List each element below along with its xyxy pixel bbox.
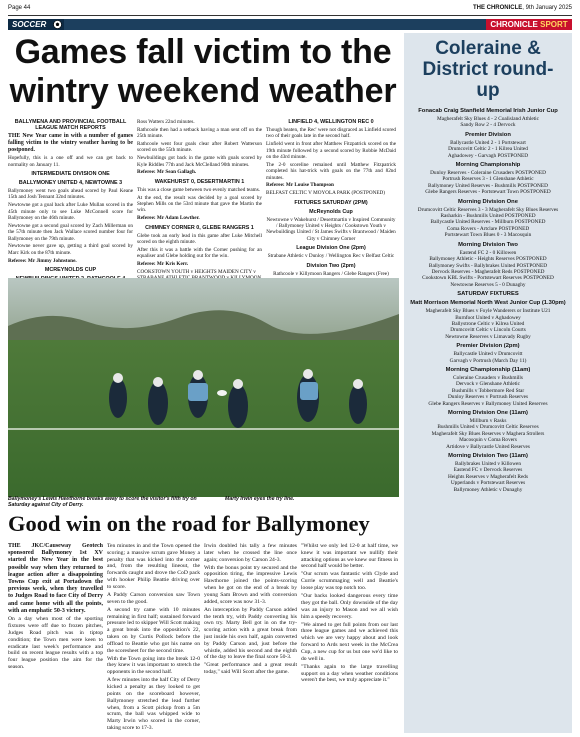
m3-p1: This was a close game between two evenly matched teams. [137,186,261,193]
m3-p2: At the end, the result was decided by a goal scored by Stephen Mills on the 53rd minute that gave the Martin the win. [137,194,262,214]
sidebar-block-heading: Premier Division (2pm) [456,343,520,350]
heading-match1: BALLYMONEY UNITED 4, NEWTOWNE 3 [18,179,123,186]
sidebar-result-line: Ballymoney Athletic - Heights Reserves POSTPONED [429,256,547,263]
page-header [8,5,572,15]
secondary-headline: Good win on the road for Ballymoney [8,511,370,536]
heading-match3: WAKEHURST 0, DESERTMARTIN 1 [154,178,245,185]
m5-p1: Though beaten, the Rec' were not disgraced as Linfield scored two of their goals late in the second half. [266,127,396,140]
section-bar [8,19,572,30]
sidebar-result-line: Artidove v Ballycastle United Reserves [446,443,530,450]
masthead [473,5,572,11]
m5-p3: The 2-0 scoreline remained until Matthew Fitzpatrick completed his hat-trick with goals on the 77th and 82nd minutes. [266,161,396,181]
roundup-sidebar [404,33,572,733]
sidebar-result-line: Burnfoot United v Aghadowey [455,314,521,321]
sidebar-block-heading: Morning Championship (11am) [445,366,531,373]
heading-match4: CHIMNEY CORNER 0, GLEBE RANGERS 1 [145,224,254,231]
sidebar-block-heading: Matt Morrison Memorial North West Junior Cup (1.30pm) [410,300,566,307]
sidebar-result-line: Dervock v Glenshane Athletic [456,381,520,388]
sidebar-block-heading: Premier Division [465,131,511,138]
sidebar-result-line: Ballystrone Celtic v Kilrea United [451,320,525,327]
article2-p11: "Whilst we only led 12-0 at half time, we knew it was important we nullify their attacking options as we knew our fitness in second half would be better. [301,543,398,570]
article2-p10: "Great performance and a great result today," said Will Scott after the game. [204,662,297,676]
sidebar-result-line: Garvagh v Portrush (March Day 11) [449,357,527,364]
sidebar-result-line: Bushmills United v Drumcovitt Celtic Reserves [437,424,539,431]
fix-mcreynolds-list: Newtowne v Wakehurst / Desertmartin v Inspired Community / Ballymoney United v Heights / Cookstown Youth v Newbuildings United / St James Swifts v Brantwood / Maiden City v Chimney Corner [266,216,396,242]
sidebar-result-line: Upperlands v Portstewart Reserves [450,480,526,487]
sidebar-block-heading: Morning Championship [455,162,521,169]
heading-intermediate: INTERMEDIATE DIVISION ONE [31,170,110,177]
sidebar-result-line: Portrush Reserves 3 - 1 Glenshane Athletic [442,176,534,183]
heading-fixtures: FIXTURES SATURDAY (2PM) [294,199,368,206]
chronicle-sport-tag [486,19,572,30]
sidebar-result-line: Ballybrakes United v Killowen [454,461,522,468]
article2-p4: A second try came with 10 minutes remaining in first half; sustained forward pressure led to skipper Will Scott making a great break into the opposition's 22, taken on by Curtis Pollock before the offload to Beattie who got his name on the scoresheet for the second time. [107,606,200,654]
sidebar-result-line: Glebe Rangers Reserves - Portstewart Town POSTPONED [425,189,551,196]
sport-label: SPORT [540,20,568,29]
article2-p14: "We aimed to get full points from our last three league games and we achieved this which we are very happy about and look forward to Ards next week in the McCrea Cup, a new cup for us but one we'd like to do well in. [301,621,398,662]
heading-fix-league1: League Division One (2pm) [296,245,366,252]
sidebar-result-line: Dunloy Reserves v Portrush Reserves [447,394,529,401]
m1-p4: Newtowne never gave up, getting a third goal scored by Marc Kirk on the 87th minute. [8,243,133,256]
m5-referee: Referee: Mr Louise Thompson [266,182,334,189]
sidebar-result-line: Ballymoney Swifts - Ballybrakes United POSTPONED [428,262,548,269]
article2-p12: "Our scrum was fantastic with Clyde and Currie scrummaging well and Beattie's loose play was top notch too. [301,571,398,592]
sidebar-result-line: Magherafelt Sky Blues 4 - 2 Coalisland Athletic [437,116,539,122]
article1-lead: THE New Year came in with a number of games falling victim to the wintry weather having to be postponed. [8,133,133,153]
sidebar-result-line: Dunloy Reserves - Coleraine Crusaders POSTPONED [430,170,546,177]
m5-fixture: BELFAST CELTIC V MOYOLA PARK (POSTPONED) [266,190,385,197]
sidebar-result-line: Newtowne Reserves 5 - 0 Dunaghy [450,281,526,288]
m1-p1: Ballymoney went two goals ahead scored by Paul Keane 15th and Josh Tennant 32nd minutes. [8,187,133,201]
article2-lead: THE JKC/Causeway Geotech sponsored Ballymoney 1st XV started the New Year in the best possible way when they returned to league action after a disappointing Towns Cup exit at Portadown the previous week, when they travelled to Judges Road to face City of Derry and came home with all the points, with an emphatic 50-3 victory. [8,543,103,614]
sidebar-result-line: Portstewart Town Blues 0 - 3 Macosquin [444,232,532,239]
sidebar-result-line: Millburn v Rasks [469,418,507,424]
sidebar-result-line: Macosquin v Coma Rovers [459,437,517,444]
fix-league1-list: Strabane Athletic v Dunloy / Wellington Rec v Belfast Celtic [267,253,395,260]
article1-p1: Hopefully, this is a one off and we can get back to normality on January 11. [8,155,133,168]
sidebar-result-line: Heights Reserves v Magherafelt Reds [447,473,529,480]
sidebar-result-line: Magherafelt Sky Blues v Foyle Wanderers or Institute U21 [425,308,551,315]
sidebar-block-heading: Morning Division One [458,198,518,205]
sidebar-result-line: Ballycastle United Reserves - Millburn POSTPONED [430,219,546,226]
sidebar-result-line: Eastend FC 2 - 0 Killowen [459,249,517,256]
sidebar-result-line: Eastend FC v Dervock Reserves [453,467,523,474]
article2-p13: "Our backs looked dangerous every time they got the ball. Only downside of the day was an injury to Mason and we all wish him a speedy recovery. [301,593,398,620]
sidebar-result-line: Aghadowey - Garvagh POSTPONED [447,152,529,159]
m5-p2: Linfield went in front after Matthew Fitzpatrick scored on the 19th minute followed by a second scored by Robbie McDaid on the 43rd minute. [266,141,396,161]
sidebar-result-line: Drumcovitt Celtic 2 - 1 Kilrea United [448,146,528,153]
article2-col4 [301,543,398,733]
sidebar-result-line: Sandy Row 2 - 4 Dervock [460,122,516,129]
m2-p5: Newbuildings got back in the game with goals scored by Kyle Riddles 77th and Jack McClelland 90th minutes. [137,155,262,168]
m2-p3: Rathcoole then had a setback having a man sent off on the 25th minute. [137,126,262,140]
article2-p7: Irwin doubled his tally a few minutes later when he crossed the line once again; conversion by Carson 24-3. [204,543,297,563]
header-rule [8,15,572,16]
article2-p9: An interception by Paddy Carson added the tenth try, with Paddy converting his own try. Marty Bell got in on the try-scoring action with a great break from just inside his own half, again converted by Paddy Carson and, just before the whistle, added his second and the eighth of the day to leave the final score 50-3. [204,606,297,661]
heading-match5: LINFIELD 4, WELLINGTON REC 0 [288,119,374,125]
m4-p2: After this it was a battle with the Corner pushing for an equaliser and Glebe holding out for the win. [137,246,262,260]
m1-p3: Newtowne got a second goal scored by Zach Millerman on the 57th minute then Jack Wallace scored number four for Ballymoney on the 79th minute. [8,222,133,242]
photo1-caption: Ballymoney's Lewis Hawthorne breaks away to score the visitor's fifth try on Saturday against City of Derry. [8,496,197,509]
m2-p4: Rathcoole went four goals clear after Robert Watterson scored on the 55th minute. [137,141,262,154]
page-number: Page 44 [8,5,31,11]
sidebar-result-line: Glebe Rangers Reserves v Ballymoney United Reserves [428,400,548,407]
heading-fix-mcreynolds: McReynolds Cup [309,208,353,215]
sidebar-result-line: Coleraine Crusaders v Bushmills [453,374,523,381]
article2-p2: Ten minutes in and the Town opened the scoring; a massive scrum gave Money a penalty that was kicked into the corner and, from the resulting lineout, the forwards caught and drove the CoD pack with hooker Philip Beattie driving over to score. [107,543,200,590]
article2-p15: "Thanks again to the large travelling support on a day when weather conditions weren't the best, we truly appreciate it." [301,663,398,684]
article2-p5: With the Town going into the break 12-0 they knew it was important to stretch the opponents in the second half. [107,655,200,676]
sidebar-result-line: Ballycastle United 2 - 1 Portstewart [450,139,526,146]
main-headline: Games fall victim to the wintry weekend weather [9,33,397,110]
article2-p8: With the bonus point try secured and the opposition tiring, the impressive Lewis Hawthorne joined the points-scoring when he got on the end of a break by young Sam Brown and with conversion added, score was now 31-3. [204,564,297,605]
rugby-photo-main [8,278,399,497]
sidebar-result-line: Bushmills v Tobbermore Red Star [451,387,525,394]
sidebar-results [404,108,572,493]
sidebar-block-heading: Morning Division Two [458,241,518,248]
sidebar-block-heading: Morning Division One (11am) [448,410,528,416]
article2-col2 [107,543,200,733]
sidebar-result-line: Magherafelt Sky Blues Reserves v Maghera Strollers [431,430,545,437]
sidebar-result-line: Ballymoney United Reserves - Bushmills POSTPONED [428,182,548,189]
sidebar-title: Coleraine & District round-up [422,38,554,101]
sidebar-block-heading: SATURDAY FIXTURES [457,291,519,298]
sidebar-result-line: Drumcovitt Celtic v Lincoln Courts [450,327,526,334]
sidebar-result-line: Ballycastle United v Drumcovitt [453,351,523,358]
sidebar-block-heading: Morning Division Two (11am) [448,453,528,460]
soccer-label: SOCCER [12,20,47,29]
article1-kicker: BALLYMENA AND PROVINCIAL FOOTBALL LEAGUE MATCH REPORTS [14,119,127,131]
heading-fix-div2: Division Two (2pm) [306,262,356,269]
sidebar-result-line: Newtowne Reserves v Limavady Rugby [445,333,531,340]
m1-p2: Newtowne got a goal back after Luke Mullan scored in the 45th minute only to see Luke McConnell score for Ballymoney on the 46th minute. [8,202,133,221]
m1-referee: Referee: Mr Jimmy Johnstone. [8,257,77,264]
article2-p3: A Paddy Carson conversion saw Town seven to the good. [107,591,200,605]
photo2-caption: Marty Irwin eyes the try line. [225,496,295,502]
chronicle-label: CHRONICLE [490,20,538,29]
sidebar-result-line: Cookstown KBL Swifts - Portstewart Reserves POSTPONED [422,275,554,282]
m2-referee: Referee: Mr Sean Gallagh. [137,169,197,176]
paper-name: THE CHRONICLE [472,5,523,11]
sidebar-result-line: Drumcovitt Celtic Reserves 3 - 3 Magherafelt Sky Blues Reserves [417,206,559,213]
article2-col1 [8,543,103,733]
m4-fixtures: COOKSTOWN YOUTH v HEIGHTS MAIDEN CITY v [137,268,256,275]
article2-p6: A few minutes into the half City of Derry kicked a penalty as they looked to get points on the scoreboard however, Ballymoney stretched the lead further when, from a Scott pickup from a 5m scrum, the ball was whipped wide to Marty Irwin who scored in the corner, taking score to 17-3. [107,677,200,731]
sidebar-result-line: Coma Rovers - Artclare POSTPONED [446,225,530,232]
m4-referee: Referee: Mr Kris Kerr. [137,261,189,268]
sidebar-result-line: Dervock Reserves - Magherafelt Reds POSTPONED [431,268,545,275]
football-icon [53,20,62,29]
sidebar-result-line: Ballymoney Athletic v Dunaghy [453,486,523,493]
sidebar-result-line: Rasharkin - Bushmills United POSTPONED [440,213,536,220]
article2-p1: On a day when most of the sporting fixtures were off due to frozen pitches, Judges Road pitch was in tiptop condition; the Town men were keen to eradicate last week's performance and build on recent league results with a top four league position the aim for the season. [8,616,103,670]
fix-div2-list: Rathcoole v Killymoon Rangers / Glebe Rangers (Free) [273,270,389,277]
m2-p2: Ross Watters 22nd minutes. [137,119,195,125]
section-soccer-tag [8,19,64,30]
issue-date: , 9th January 2025 [522,5,572,11]
rugby-photo-scene [8,278,399,497]
m3-referee: Referee: Mr Adam Lowther. [137,215,200,222]
m4-p1: Glebe took an early lead in this game after Luke Mitchell scored on the eighth minute. [137,232,262,246]
article2-col3 [204,543,297,733]
sidebar-block-heading: Fonacab Craig Stanfield Memorial Irish Junior Cup [418,108,558,114]
heading-mcreynolds: MCREYNOLDS CUP [44,266,97,273]
